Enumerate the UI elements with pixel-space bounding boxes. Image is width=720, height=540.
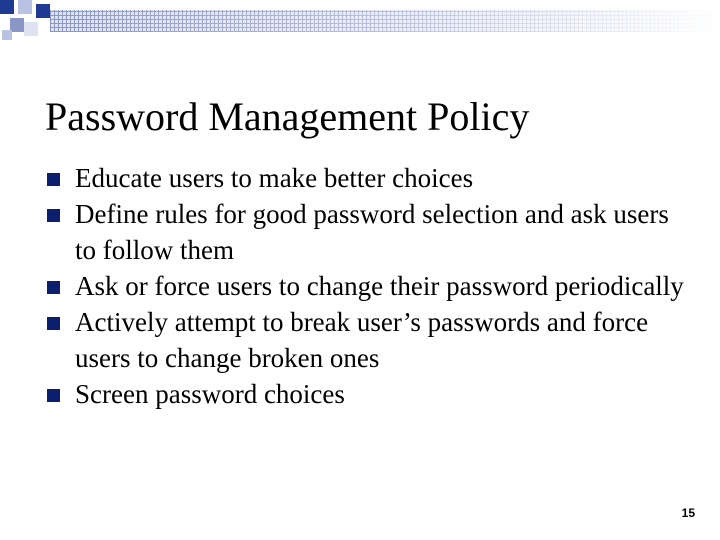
square-bullet-icon — [47, 173, 60, 186]
bullet-item — [45, 160, 695, 196]
bullet-item — [45, 376, 695, 412]
corner-block-1 — [0, 0, 14, 14]
corner-block-4 — [10, 18, 24, 32]
header-pattern-strip — [50, 10, 720, 32]
slide-title: Password Management Policy — [45, 94, 530, 139]
corner-block-6 — [2, 30, 12, 40]
bullet-text: Actively attempt to break user’s passwords and force users to change broken ones — [75, 307, 649, 373]
page-number: 15 — [681, 506, 695, 520]
corner-block-3 — [36, 4, 50, 18]
bullet-item — [45, 268, 695, 304]
bullet-list — [45, 160, 695, 412]
square-bullet-icon — [47, 317, 60, 330]
square-bullet-icon — [47, 389, 60, 402]
bullet-text: Ask or force users to change their password periodically — [75, 271, 684, 301]
bullet-text: Educate users to make better choices — [75, 163, 474, 193]
square-bullet-icon — [47, 209, 60, 222]
bullet-text: Define rules for good password selection and ask users to follow them — [75, 199, 669, 265]
square-bullet-icon — [47, 281, 60, 294]
bullet-item — [45, 304, 695, 376]
bullet-text: Screen password choices — [75, 379, 345, 409]
corner-block-2 — [18, 0, 32, 14]
bullet-item — [45, 196, 695, 268]
corner-block-5 — [24, 22, 38, 36]
